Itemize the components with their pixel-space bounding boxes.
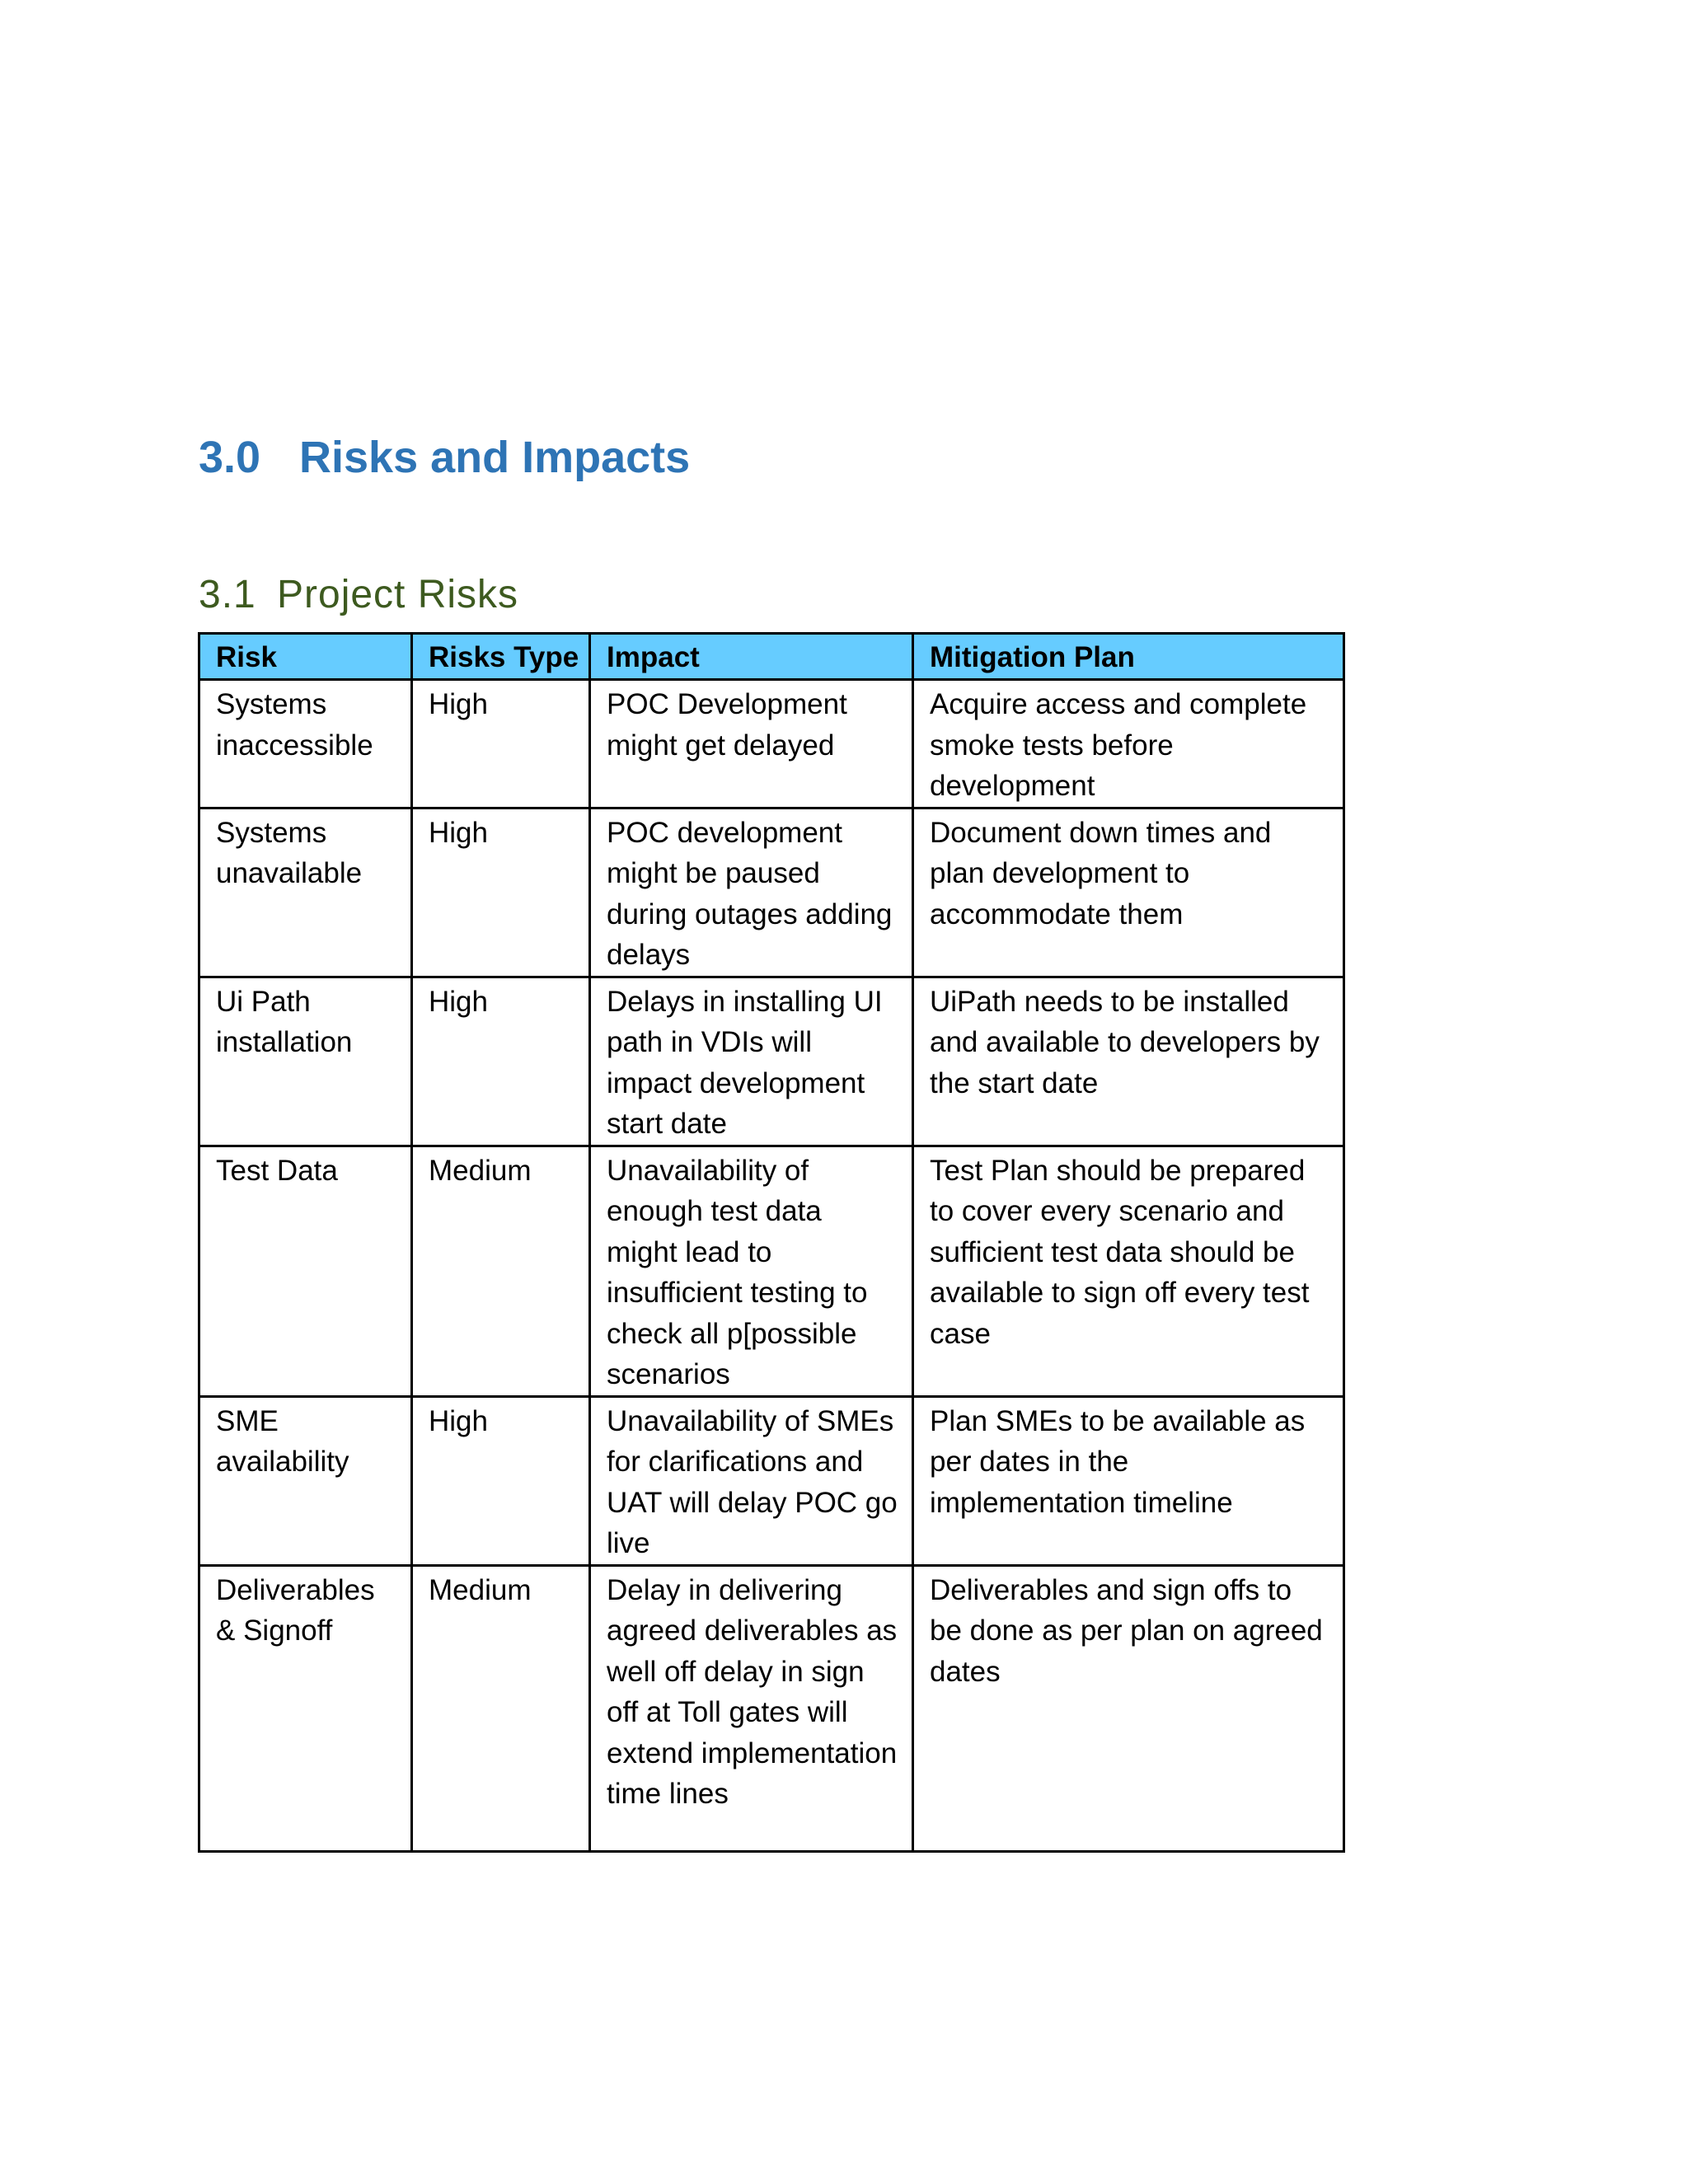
table-header-row [199, 634, 1344, 680]
header-impact: Impact [590, 634, 913, 680]
table-row [199, 1565, 1344, 1851]
mitigation-cell: UiPath needs to be installed and available to developers by the start date [913, 977, 1344, 1146]
table-row [199, 1396, 1344, 1565]
header-risks-type: Risks Type [412, 634, 590, 680]
section-title: Risks and Impacts [299, 433, 691, 482]
section-heading [199, 429, 690, 486]
risk-cell: Systems inaccessible [199, 680, 412, 808]
header-mitigation-plan: Mitigation Plan [913, 634, 1344, 680]
mitigation-cell: Document down times and plan development to accommodate them [913, 808, 1344, 977]
risk-cell: Deliverables & Signoff [199, 1565, 412, 1851]
project-risks-table [198, 632, 1345, 1853]
impact-cell: Delays in installing UI path in VDIs will impact development start date [590, 977, 913, 1146]
subsection-heading [199, 569, 518, 621]
risk-type-cell: High [412, 977, 590, 1146]
risk-type-cell: High [412, 1396, 590, 1565]
section-number: 3.0 [199, 433, 261, 482]
mitigation-cell: Acquire access and complete smoke tests before development [913, 680, 1344, 808]
mitigation-cell: Deliverables and sign offs to be done as per plan on agreed dates [913, 1565, 1344, 1851]
impact-cell: Unavailability of enough test data might lead to insufficient testing to check all p[possible scenarios [590, 1146, 913, 1396]
impact-cell: POC Development might get delayed [590, 680, 913, 808]
table-row [199, 808, 1344, 977]
risk-cell: Test Data [199, 1146, 412, 1396]
risk-type-cell: High [412, 808, 590, 977]
table-row [199, 680, 1344, 808]
risk-type-cell: High [412, 680, 590, 808]
impact-cell: Unavailability of SMEs for clarifications and UAT will delay POC go live [590, 1396, 913, 1565]
impact-cell: POC development might be paused during outages adding delays [590, 808, 913, 977]
risk-cell: Ui Path installation [199, 977, 412, 1146]
risk-cell: Systems unavailable [199, 808, 412, 977]
subsection-title: Project Risks [277, 573, 519, 616]
risk-type-cell: Medium [412, 1146, 590, 1396]
risk-type-cell: Medium [412, 1565, 590, 1851]
risk-cell: SME availability [199, 1396, 412, 1565]
mitigation-cell: Test Plan should be prepared to cover every scenario and sufficient test data should be available to sign off every test case [913, 1146, 1344, 1396]
mitigation-cell: Plan SMEs to be available as per dates in the implementation timeline [913, 1396, 1344, 1565]
subsection-number: 3.1 [199, 573, 256, 616]
header-risk: Risk [199, 634, 412, 680]
table-row [199, 977, 1344, 1146]
impact-cell: Delay in delivering agreed deliverables as well off delay in sign off at Toll gates will extend implementation time lines [590, 1565, 913, 1851]
table-row [199, 1146, 1344, 1396]
